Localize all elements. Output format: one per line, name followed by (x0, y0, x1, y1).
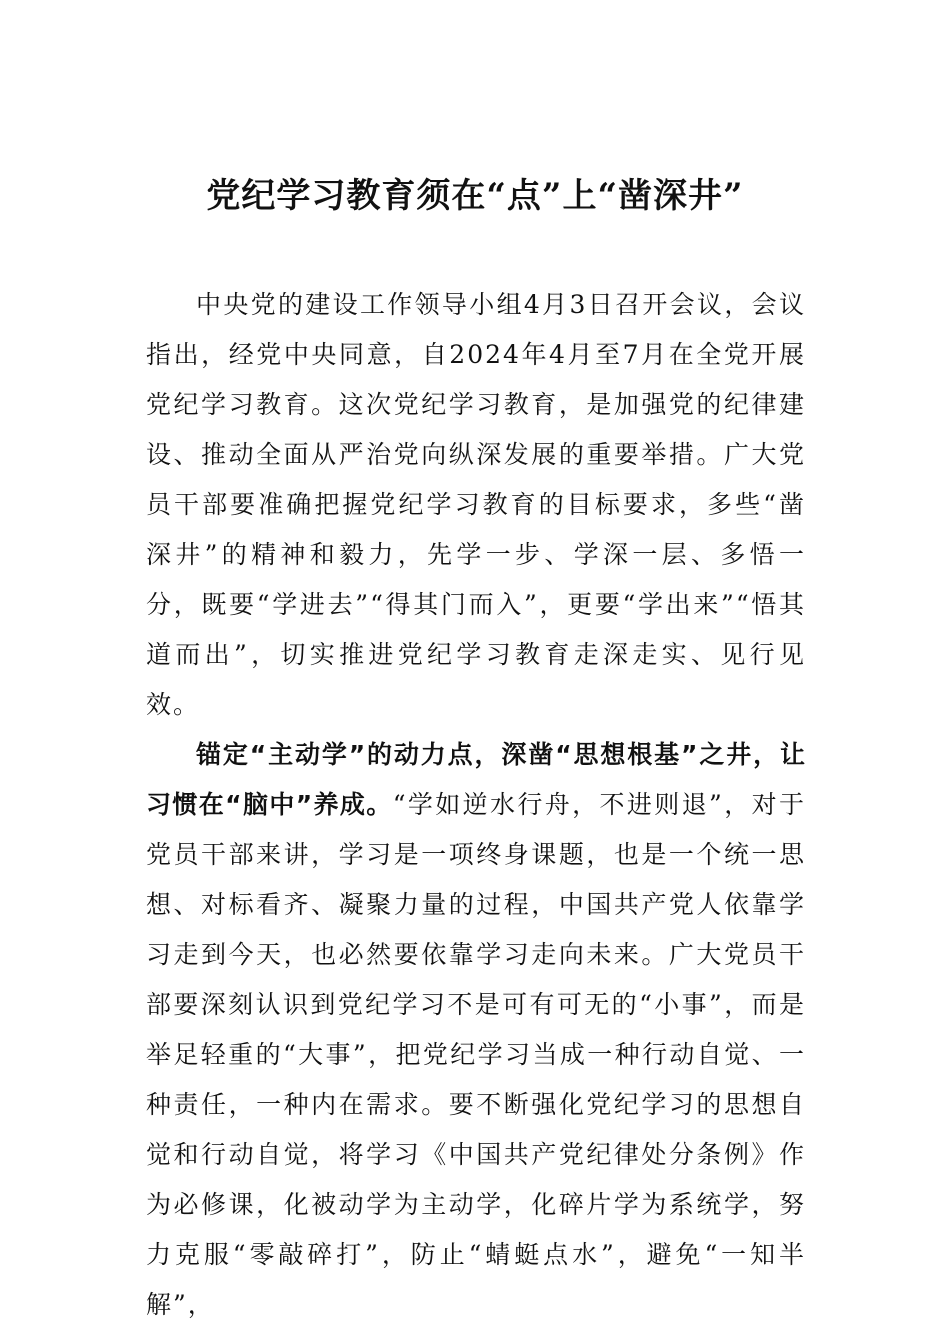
paragraph-lead-heading: 锚定“主动学”的动力点，深凿“思想根基”之井，让习惯在“脑中”养成。 (146, 740, 806, 819)
document-title: 党纪学习教育须在“点”上“凿深井” (206, 176, 744, 216)
paragraph-body-text: “学如逆水行舟，不进则退”，对于党员干部来讲，学习是一项终身课题，也是一个统一思想、对标看齐、凝聚力量的过程，中国共产党人依靠学习走到今天，也必然要依靠学习走向未来。广大党员干部要深刻认识到党纪学习不是可有可无的“小事”，而是举足轻重的“大事”，把党纪学习当成一种行动自觉、一种责任，一种内在需求。要不断强化党纪学习的思想自觉和行动自觉，将学习《中国共产党纪律处分条例》作为必修课，化被动学为主动学，化碎片学为系统学，努力克服“零敲碎打”，防止“蜻蜓点水”，避免“一知半解”， (146, 790, 806, 1319)
document-body (146, 280, 806, 1330)
paragraph-intro: 中央党的建设工作领导小组4月3日召开会议，会议指出，经党中央同意，自2024年4月至7月在全党开展党纪学习教育。这次党纪学习教育，是加强党的纪律建设、推动全面从严治党向纵深发展的重要举措。广大党员干部要准确把握党纪学习教育的目标要求，多些“凿深井”的精神和毅力，先学一步、学深一层、多悟一分，既要“学进去”“得其门而入”，更要“学出来”“悟其道而出”，切实推进党纪学习教育走深走实、见行见效。 (146, 290, 806, 719)
paragraph-active-learning (146, 730, 806, 1330)
